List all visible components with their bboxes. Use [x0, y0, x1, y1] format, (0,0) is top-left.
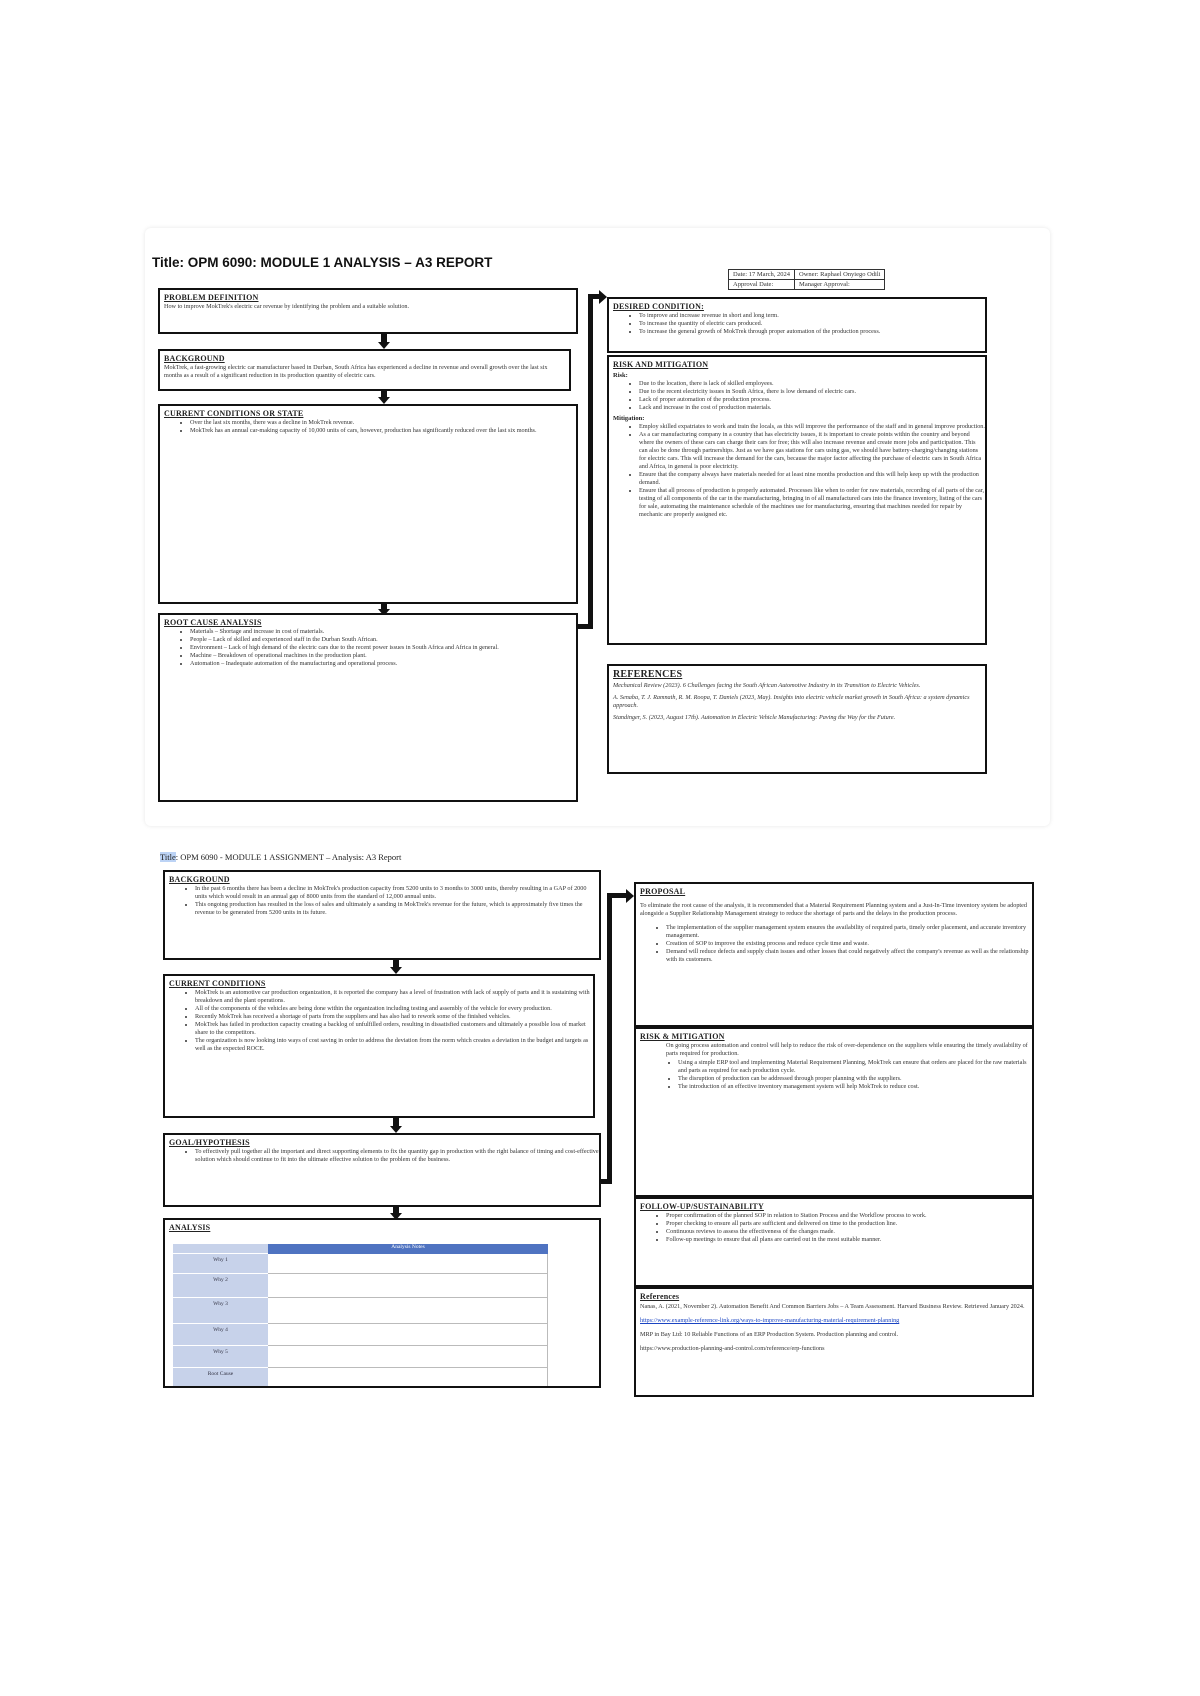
list-item: • This ongoing production has resulted in the loss of sales and ultimately a sanding in MokTrek's revenue for the future, which is approximately five times the revenue to be generated from 5200 units in its future.	[195, 901, 599, 917]
flow-arrow-head	[378, 342, 390, 349]
list-item: • Proper checking to ensure all parts are sufficient and delivered on time to the production line.	[666, 1220, 1032, 1228]
root-cause-list	[160, 628, 576, 668]
reference-item: Standinger, S. (2023, August 17th). Automation in Electric Vehicle Manufacturing: Paving the Way for the Future.	[613, 714, 896, 721]
list-item: • The disruption of production can be addressed through proper planning with the suppliers.	[678, 1075, 1032, 1083]
proposal-box	[634, 882, 1034, 1027]
title-rest: : OPM 6090 - MODULE 1 ASSIGNMENT – Analysis: A3 Report	[175, 852, 402, 862]
background-list-2	[165, 885, 599, 917]
list-item: • Proper confirmation of the planned SOP in relation to Station Process and the Workflow process to work.	[666, 1212, 1032, 1220]
risk-mitigation-box-2	[634, 1027, 1034, 1197]
references-heading-2: References	[640, 1292, 680, 1301]
analysis-row-label: Why 4	[173, 1324, 268, 1346]
list-item: • The introduction of an effective inventory management system will help MokTrek to reduce cost.	[678, 1083, 1032, 1091]
followup-list	[636, 1212, 1032, 1244]
list-item: • Using a simple ERP tool and implementing Material Requirement Planning, MokTrek can ensure that orders are placed for the raw materials and parts as required for each production cycle.	[678, 1059, 1032, 1075]
references-box-2	[634, 1287, 1034, 1397]
goal-list	[165, 1148, 599, 1164]
connector-arrow-head	[626, 889, 634, 903]
list-item: • Over the last six months, there was a decline in MokTrek revenue.	[190, 419, 576, 427]
flow-arrow-head	[378, 397, 390, 404]
goal-box	[163, 1133, 601, 1207]
list-item: • Due to the location, there is lack of skilled employees.	[639, 380, 985, 388]
analysis-table-header: Analysis Notes	[268, 1244, 548, 1254]
connector-line	[607, 893, 612, 1184]
list-item: • To effectively pull together all the important and direct supporting elements to fix the quantity gap in production with the right balance of timing and cost-effective solution which should continue to fit into the ultimate effective solution to the problem of the business.	[195, 1148, 599, 1164]
list-item: • Machine – Breakdown of operational machines in the production plant.	[190, 652, 576, 660]
report-1-title: Title: OPM 6090: MODULE 1 ANALYSIS – A3 REPORT	[152, 255, 493, 270]
list-item: • Follow-up meetings to ensure that all plans are carried out in the most suitable manner.	[666, 1236, 1032, 1244]
reference-item: Nanas, A. (2021, November 2). Automation Benefit And Common Barriers Jobs – A Team Assessment. Harvard Business Review. Retrieved January 2024.	[640, 1303, 1025, 1310]
list-item: • MokTrek has an annual car-making capacity of 10,000 units of cars, however, production has significantly reduced over the last six months.	[190, 427, 576, 435]
risk-mitigation-text-2: On going process automation and control will help to reduce the risk of over-dependence on the suppliers while ensuring the timely availability of parts required for production.	[666, 1042, 1028, 1057]
risk-mitigation-list-2	[636, 1059, 1032, 1091]
reference-item: MRP in Bay Ltd: 10 Reliable Functions of an ERP Production System. Production planning and control.	[640, 1331, 899, 1338]
list-item: • Ensure that the company always have materials needed for at least nine months production and this will help keep up with the production demand.	[639, 471, 985, 487]
analysis-row-cell	[268, 1274, 548, 1298]
list-item: • Materials – Shortage and increase in cost of materials.	[190, 628, 576, 636]
desired-condition-list	[609, 312, 985, 336]
list-item: • Environment – Lack of high demand of the electric cars due to the recent power issues in South Africa and Africa in general.	[190, 644, 576, 652]
meta-approval-date: Approval Date:	[729, 280, 795, 290]
analysis-row-label: Why 1	[173, 1254, 268, 1274]
problem-definition-heading: PROBLEM DEFINITION	[164, 293, 259, 302]
list-item: • To improve and increase revenue in short and long term.	[639, 312, 985, 320]
risk-mitigation-heading-2: RISK & MITIGATION	[640, 1032, 725, 1041]
report-1-meta-table	[728, 269, 885, 290]
background-heading-2: BACKGROUND	[169, 875, 230, 884]
analysis-box	[163, 1218, 601, 1388]
problem-definition-text: How to improve MokTrek's electric car revenue by identifying the problem and a suitable solution.	[164, 303, 410, 310]
analysis-row-cell	[268, 1324, 548, 1346]
followup-box	[634, 1197, 1034, 1287]
list-item: • Lack of proper automation of the production process.	[639, 396, 985, 404]
analysis-row-cell	[268, 1298, 548, 1324]
analysis-row-label: Why 2	[173, 1274, 268, 1298]
report-2-title	[160, 852, 401, 862]
list-item: • People – Lack of skilled and experienced staff in the Durban South African.	[190, 636, 576, 644]
connector-line	[588, 294, 593, 629]
risk-mitigation-heading: RISK AND MITIGATION	[613, 360, 709, 369]
list-item: • All of the components of the vehicles are being done within the organization including testing and assembly of the vehicle for every production.	[195, 1005, 593, 1013]
list-item: • Lack and increase in the cost of production materials.	[639, 404, 985, 412]
list-item: • Continuous reviews to assess the effectiveness of the changes made.	[666, 1228, 1032, 1236]
analysis-row-cell	[268, 1368, 548, 1388]
risk-list	[609, 380, 985, 412]
connector-arrow-head	[599, 290, 607, 304]
references-box	[607, 664, 987, 774]
analysis-row-cell	[268, 1254, 548, 1274]
background-box	[158, 349, 571, 391]
reference-item: Mechanical Review (2023). 6 Challenges facing the South African Automotive Industry in its Transition to Electric Vehicles.	[613, 682, 921, 689]
root-cause-box	[158, 613, 578, 802]
background-text: MokTrek, a fast-growing electric car manufacturer based in Durban, South Africa has experienced a decline in revenue and overall growth over the last six months as a result of a significant reduction in its production quantity of electric cars.	[164, 364, 548, 379]
analysis-row-label: Why 5	[173, 1346, 268, 1368]
list-item: • In the past 6 months there has been a decline in MokTrek's production capacity from 5200 units to 3 months to 3000 units, thereby resulting in a GAP of 2000 units which would result in an annual gap of 8000 units from the standard of 12,000 annual units.	[195, 885, 599, 901]
list-item: • MokTrek is an automotive car production organization, it is reported the company has a level of frustration with lack of supply of parts and it is sustaining with breakdown and the plant operations.	[195, 989, 593, 1005]
list-item: • MokTrek has failed in production capacity creating a backlog of unfulfilled orders, resulting in dissatisfied customers and ultimately a possible loss of market share to the competitors.	[195, 1021, 593, 1037]
list-item: • Ensure that all process of production is properly automated. Processes like when to order for raw materials, recording of all parts of the car, testing of all components of the car in the manufacturing, bringing in of all manufactured cars into the finance inventory, listing of the cars for sale, automating the maintenance schedule of the machines use for manufacturing, ensuring that machines needed for repair by mechanic are properly assigned etc.	[639, 487, 985, 519]
desired-condition-box	[607, 297, 987, 353]
list-item: • The organization is now looking into ways of cost saving in order to address the deviation from the norm which creates a deviation in the budget and targets as well as the expected ROCE.	[195, 1037, 593, 1053]
risk-label: Risk:	[613, 372, 628, 379]
reference-item: A. Senaba, T. J. Ramnath, R. M. Roopa, T. Daniels (2023, May). Insights into electric vehicle market growth in South Africa: a system dynamics approach.	[613, 694, 970, 709]
connector-line	[607, 893, 627, 898]
desired-condition-heading: DESIRED CONDITION:	[613, 302, 704, 311]
flow-arrow-head	[390, 967, 402, 974]
analysis-row-label: Root Cause	[173, 1368, 268, 1388]
followup-heading: FOLLOW-UP/SUSTAINABILITY	[640, 1202, 764, 1211]
reference-item: https://www.production-planning-and-control.com/reference/erp-functions	[640, 1345, 825, 1352]
goal-heading: GOAL/HYPOTHESIS	[169, 1138, 250, 1147]
current-conditions-list	[160, 419, 576, 435]
list-item: • As a car manufacturing company in a country that has electricity issues, it is important to create points within the country and beyond where the owners of these cars can charge their cars for free; this will also increase revenue and create more jobs and participation. This can also be done through partnerships. Just as we have gas stations for cars using gas, we should have battery-charging/changing stations for electric cars. This will increase the demand for the cars, because the major factor affecting the purchase of electric cars in South Africa and Africa, in general is poor electricity.	[639, 431, 985, 471]
proposal-heading: PROPOSAL	[640, 887, 686, 896]
meta-owner: Owner: Raphael Onyiego Odili	[795, 270, 885, 280]
list-item: • Automation – Inadequate automation of the manufacturing and operational process.	[190, 660, 576, 668]
analysis-row-label	[173, 1244, 268, 1254]
title-highlight: Title	[160, 852, 176, 862]
list-item: • Due to the recent electricity issues in South Africa, there is low demand of electric cars.	[639, 388, 985, 396]
list-item: • Recently MokTrek has received a shortage of parts from the suppliers and has also had to rework some of the finished vehicles.	[195, 1013, 593, 1021]
list-item: • To increase the general growth of MokTrek through proper automation of the production process.	[639, 328, 985, 336]
current-conditions-heading-2: CURRENT CONDITIONS	[169, 979, 266, 988]
list-item: • To increase the quantity of electric cars produced.	[639, 320, 985, 328]
analysis-row-label: Why 3	[173, 1298, 268, 1324]
meta-date: Date: 17 March, 2024	[729, 270, 795, 280]
proposal-list	[636, 924, 1032, 964]
list-item: • The implementation of the supplier management system ensures the availability of required parts, timely order placement, and accurate inventory management.	[666, 924, 1032, 940]
analysis-heading: ANALYSIS	[169, 1223, 211, 1232]
risk-mitigation-box	[607, 355, 987, 645]
list-item: • Creation of SOP to improve the existing process and reduce cycle time and waste.	[666, 940, 1032, 948]
background-box-2	[163, 870, 601, 960]
list-item: • Employ skilled expatriates to work and train the locals, as this will improve the performance of the staff and in general improve production.	[639, 423, 985, 431]
meta-manager-approval: Manager Approval:	[795, 280, 885, 290]
current-conditions-list-2	[165, 989, 593, 1053]
mitigation-list	[609, 423, 985, 519]
background-heading: BACKGROUND	[164, 354, 225, 363]
flow-arrow-head	[390, 1126, 402, 1133]
problem-definition-box	[158, 288, 578, 334]
reference-link[interactable]: https://www.example-reference-link.org/ways-to-improve-manufacturing-material-requirement-planning	[640, 1317, 900, 1324]
current-conditions-heading: CURRENT CONDITIONS OR STATE	[164, 409, 304, 418]
list-item: • Demand will reduce defects and supply chain issues and other losses that could negatively affect the company's revenue as well as the relationship with its customers.	[666, 948, 1032, 964]
current-conditions-box	[158, 404, 578, 604]
mitigation-label: Mitigation:	[613, 415, 645, 422]
references-heading: REFERENCES	[613, 669, 683, 680]
proposal-text: To eliminate the root cause of the analysis, it is recommended that a Material Requirement Planning system and a Just-In-Time inventory system be adopted alongside a Supplier Relationship Management strategy to reduce the shortage of parts and the delays in the production process.	[640, 902, 1027, 917]
analysis-row-cell	[268, 1346, 548, 1368]
current-conditions-box-2	[163, 974, 595, 1118]
root-cause-heading: ROOT CAUSE ANALYSIS	[164, 618, 262, 627]
